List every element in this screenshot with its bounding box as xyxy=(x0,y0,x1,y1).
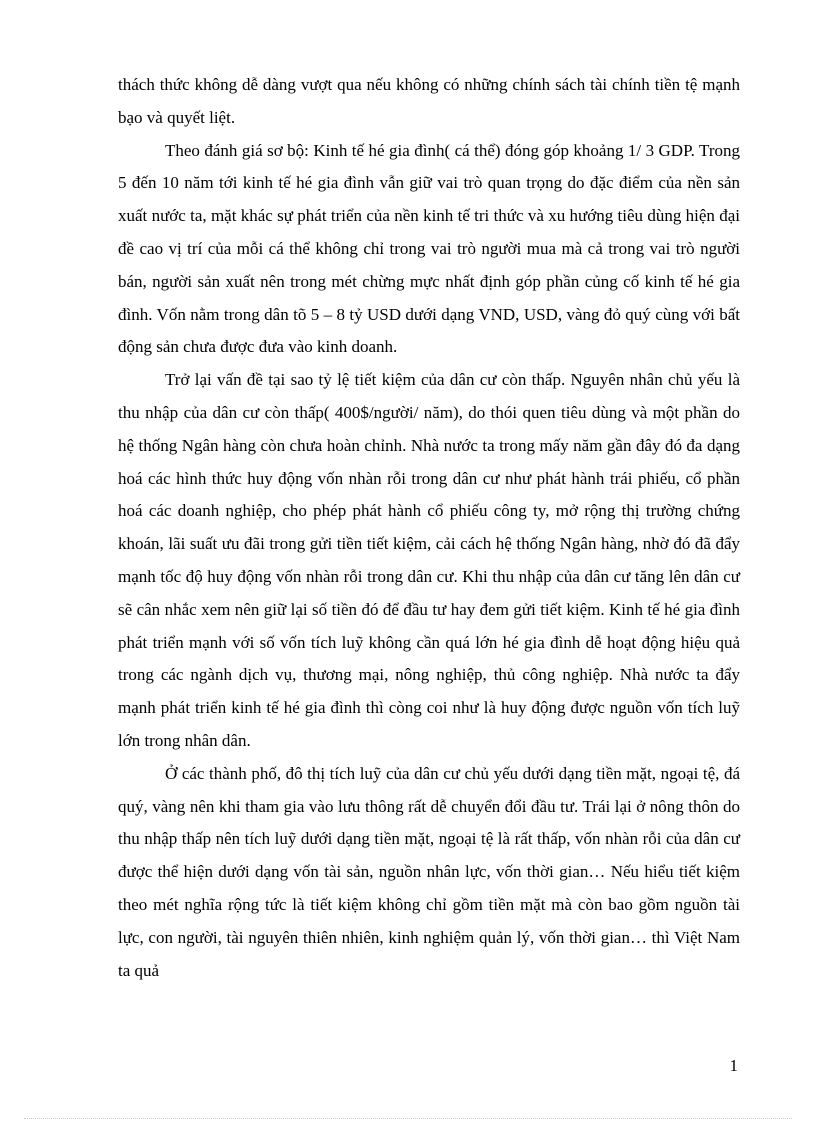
paragraph-household-economy: Theo đánh giá sơ bộ: Kinh tế hé gia đình( cá thể) đóng góp khoảng 1/ 3 GDP. Trong 5 đến 10 năm tới kinh tế hé gia đình vẫn giữ vai trò quan trọng do đặc điểm của nền sản xuất nước ta, mặt khác sự phát triển của nền kinh tế tri thức và xu hướng tiêu dùng hiện đại đề cao vị trí của mỗi cá thể không chỉ trong vai trò người mua mà cả trong vai trò người bán, người sản xuất nên trong mét chừng mực nhất định góp phần củng cố kinh tế hé gia đình. Vốn nằm trong dân tõ 5 – 8 tỷ USD dưới dạng VND, USD, vàng đỏ quý cùng với bất động sản chưa được đưa vào kinh doanh. xyxy=(118,140,740,357)
paragraph-urban-rural: Ở các thành phố, đô thị tích luỹ của dân cư chủ yếu dưới dạng tiền mặt, ngoại tệ, đá quý, vàng nên khi tham gia vào lưu thông rất dễ chuyển đổi đầu tư. Trái lại ở nông thôn do thu nhập thấp nên tích luỹ dưới dạng tiền mặt, ngoại tệ là rất thấp, vốn nhàn rỗi của dân cư được thể hiện dưới dạng vốn tài sản, nguồn nhân lực, vốn thời gian… Nếu hiểu tiết kiệm theo mét nghĩa rộng tức là tiết kiệm không chỉ gồm tiền mặt mà còn bao gồm nguồn tài lực, con người, tài nguyên thiên nhiên, kinh nghiệm quản lý, vốn thời gian… thì Việt Nam ta quả xyxy=(118,763,740,980)
page-bottom-divider xyxy=(24,1118,792,1119)
paragraph-continuation: thách thức không dễ dàng vượt qua nếu không có những chính sách tài chính tiền tệ mạnh bạo và quyết liệt. xyxy=(118,75,740,127)
page-number: 1 xyxy=(729,1056,738,1075)
paragraph-savings-rate: Trở lại vấn đề tại sao tỷ lệ tiết kiệm của dân cư còn thấp. Nguyên nhân chủ yếu là thu nhập của dân cư còn thấp( 400$/người/ năm), do thói quen tiêu dùng và một phần do hệ thống Ngân hàng còn chưa hoàn chỉnh. Nhà nước ta trong mấy năm gần đây đó đa dạng hoá các hình thức huy động vốn nhàn rỗi trong dân cư như phát hành trái phiếu, cổ phần hoá các doanh nghiệp, cho phép phát hành cổ phiếu công ty, mở rộng thị trường chứng khoán, lãi suất ưu đãi trong gửi tiền tiết kiệm, cải cách hệ thống Ngân hàng, nhờ đó đã đẩy mạnh tốc độ huy động vốn nhàn rỗi trong dân cư. Khi thu nhập của dân cư tăng lên dân cư sẽ cân nhắc xem nên giữ lại số tiền đó để đầu tư hay đem gửi tiết kiệm. Kinh tế hé gia đình phát triển mạnh với số vốn tích luỹ không cần quá lớn hé gia đình dễ hoạt động hiệu quả trong các ngành dịch vụ, thương mại, nông nghiệp, thủ công nghiệp. Nhà nước ta đẩy mạnh phát triển kinh tế hé gia đình thì còng coi như là huy động được nguồn vốn tích luỹ lớn trong nhân dân. xyxy=(118,370,740,750)
document-body xyxy=(118,69,740,987)
